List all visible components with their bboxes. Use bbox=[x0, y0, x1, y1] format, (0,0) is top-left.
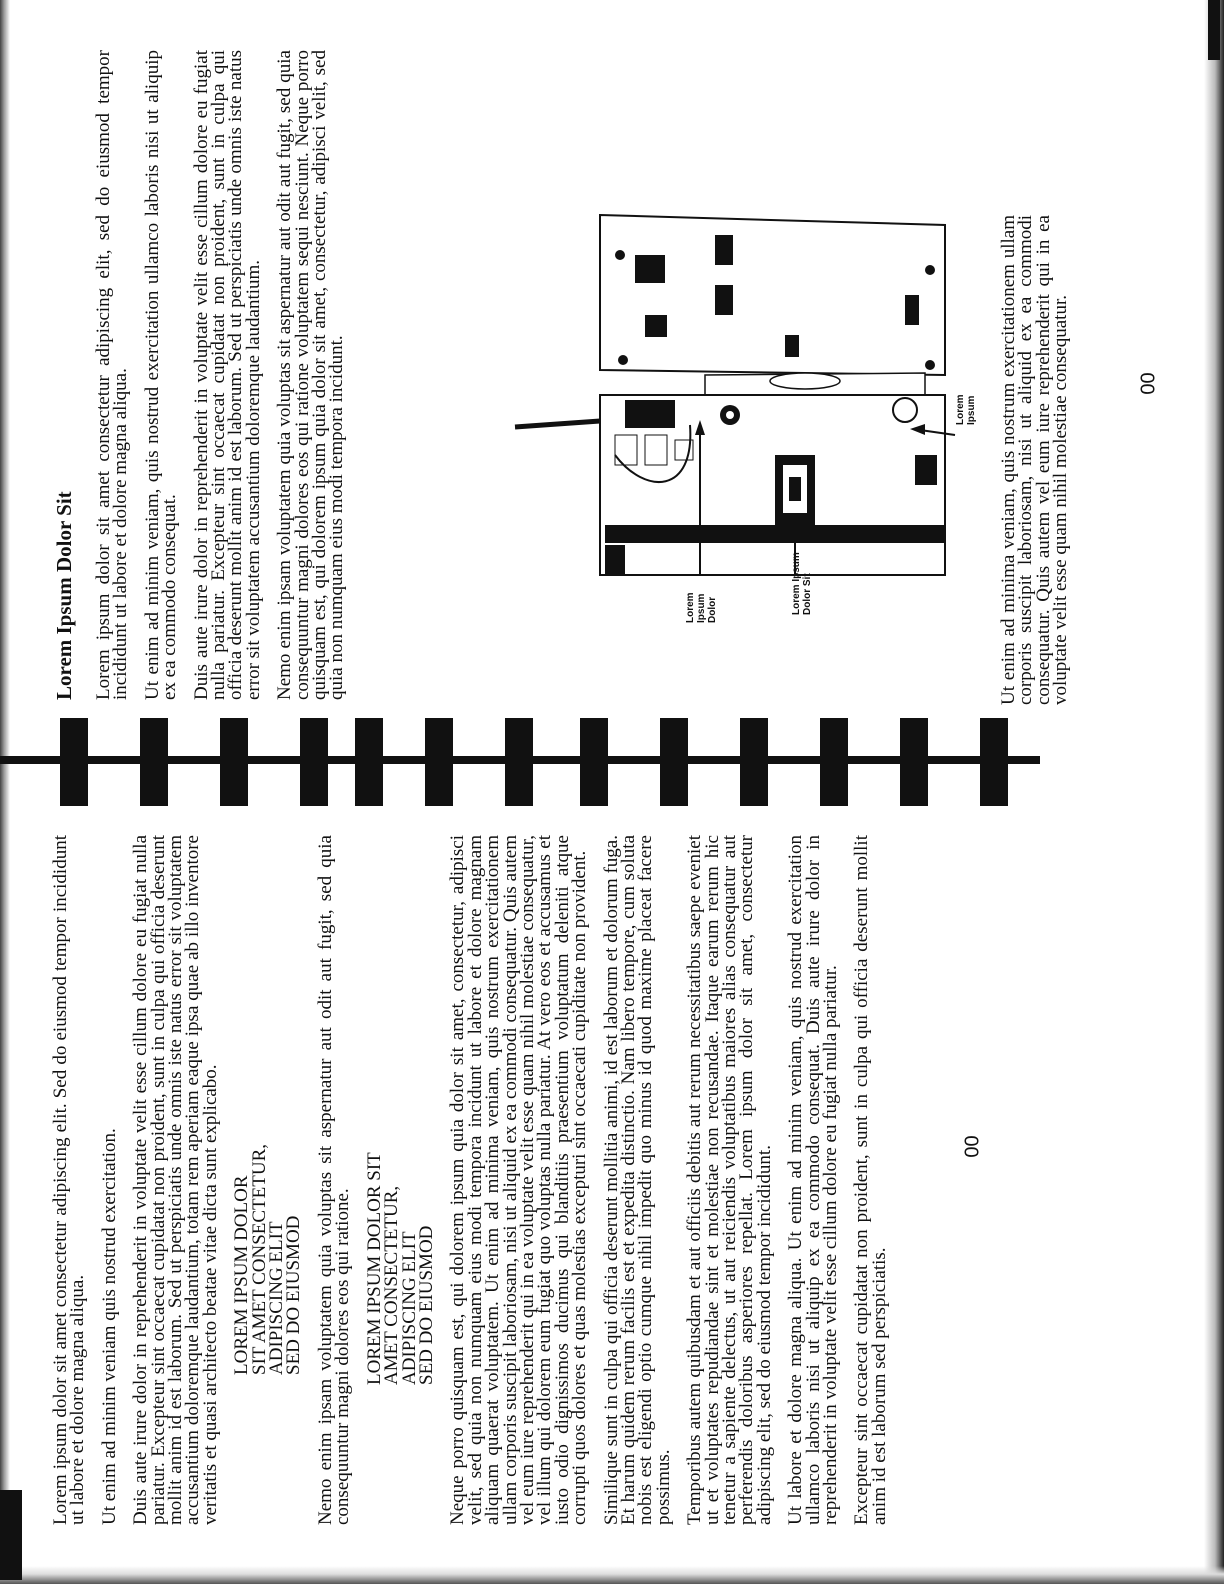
figure-label: Lorem Ipsum Dolor Sit bbox=[791, 552, 813, 615]
binding-ring bbox=[660, 718, 688, 806]
display-message: LOREM IPSUM DOLOR SIT AMET CONSECTETUR, ADIPISCING ELIT SED DO EIUSMOD bbox=[363, 1152, 437, 1385]
right-page-final-paragraph bbox=[1000, 215, 1084, 705]
binding-ring bbox=[60, 718, 88, 806]
paragraph: Duis aute irure dolor in reprehenderit in voluptate velit esse cillum dolore eu fugiat nulla pariatur. Excepteur sint occaecat cupidatat non proident, sunt in culpa qui officia deserunt mollit anim id est laborum. Sed ut perspiciatis unde omnis iste natus error sit voluptatem accusantium doloremque laudantium, totam rem aperiam eaque ipsa quae ab illo inventore veritatis et quasi architecto beatae vitae dicta sunt explicabo. bbox=[130, 835, 221, 1525]
circuit-board-illustration bbox=[505, 195, 975, 585]
paragraph: Lorem ipsum dolor sit amet consectetur adipiscing elit, sed do eiusmod tempor incididunt ut labore et dolore magna aliqua. bbox=[93, 50, 132, 700]
binding-ring bbox=[980, 718, 1008, 806]
paragraph: Nemo enim ipsam voluptatem quia voluptas sit aspernatur aut odit aut fugit, sed quia consequuntur magni dolores eos qui ratione. bbox=[314, 835, 354, 1525]
page-number: 00 bbox=[961, 1135, 984, 1158]
scan-mark-top-right bbox=[1208, 0, 1220, 60]
section-title: Lorem Ipsum Dolor Sit bbox=[52, 491, 76, 700]
paragraph: Ut labore et dolore magna aliqua. Ut enim ad minim veniam, quis nostrud exercitation ullamco laboris nisi ut aliquip ex ea commodo consequat. Duis aute irure dolor in reprehenderit in voluptate velit esse cillum dolore eu fugiat nulla pariatur. bbox=[785, 835, 842, 1525]
paragraph: Ut enim ad minim veniam, quis nostrud exercitation ullamco laboris nisi ut aliquip ex ea commodo consequat. bbox=[141, 50, 181, 700]
binding-ring bbox=[740, 718, 768, 806]
circuit-board-diagram bbox=[505, 195, 977, 623]
paragraph: Temporibus autem quibusdam et aut officiis debitis aut rerum necessitatibus saepe eveniet ut et voluptates repudiandae sint et molestiae non recusandae. Itaque earum rerum hic tenetur a sapiente delectus, ut aut reiciendis voluptatibus maiores alias consequatur aut perferendis doloribus asperiores repellat. Lorem ipsum dolor sit amet, consectetur adipiscing elit, sed do eiusmod tempor incididunt. bbox=[684, 835, 775, 1525]
page-number: 00 bbox=[1137, 372, 1160, 395]
binding-ring bbox=[820, 718, 848, 806]
binding-ring bbox=[580, 718, 608, 806]
paragraph: Neque porro quisquam est, qui dolorem ipsum quia dolor sit amet, consectetur, adipisci velit, sed quia non numquam eius modi tempora incidunt ut labore et dolore magnam aliquam quaerat voluptatem. Ut enim ad minima veniam, quis nostrum exercitationem ullam corporis suscipit laboriosam, nisi ut aliquid ex ea commodi consequatur. Quis autem vel eum iure reprehenderit qui in ea voluptate velit esse quam nihil molestiae consequatur, vel illum qui dolorem eum fugiat quo voluptas nulla pariatur. At vero eos et accusamus et iusto odio dignissimos ducimus qui blanditiis praesentium voluptatum deleniti atque corrupti quos dolores et quas molestias excepturi sint occaecati cupiditate non provident. bbox=[447, 835, 591, 1525]
paragraph: Lorem ipsum dolor sit amet consectetur adipiscing elit. Sed do eiusmod tempor incididunt ut labore et dolore magna aliqua. bbox=[50, 835, 89, 1525]
paragraph: Similique sunt in culpa qui officia deserunt mollitia animi, id est laborum et dolorum fuga. Et harum quidem rerum facilis est et expedita distinctio. Nam libero tempore, cum soluta nobis est eligendi optio cumque nihil impedit quo minus id quod maxime placeat facere possimus. bbox=[600, 835, 674, 1525]
display-message: LOREM IPSUM DOLOR SIT AMET CONSECTETUR, ADIPISCING ELIT SED DO EIUSMOD bbox=[231, 1143, 305, 1375]
figure-label: Lorem Ipsum Dolor bbox=[685, 592, 718, 623]
spiral-binding bbox=[0, 718, 1040, 806]
scan-mark-bottom-left bbox=[0, 1490, 22, 1580]
paragraph: Nemo enim ipsam voluptatem quia voluptas sit aspernatur aut odit aut fugit, sed quia consequuntur magni dolores eos qui ratione voluptatem sequi nesciunt. Neque porro quisquam est, qui dolorem ipsum quia dolor sit amet, consectetur, adipisci velit, sed quia non numquam eius modi tempora incidunt. bbox=[274, 50, 348, 700]
left-page-content bbox=[52, 835, 902, 1525]
binding-ring bbox=[300, 718, 328, 806]
right-page-content bbox=[52, 50, 360, 700]
scan-edge-right bbox=[1204, 0, 1224, 1584]
binding-ring bbox=[140, 718, 168, 806]
paragraph: Excepteur sint occaecat cupidatat non proident, sunt in culpa qui officia deserunt mollit anim id est laborum sed perspiciatis. bbox=[851, 835, 890, 1525]
binding-ring bbox=[425, 718, 453, 806]
binding-ring bbox=[220, 718, 248, 806]
paragraph: Ut enim ad minima veniam, quis nostrum exercitationem ullam corporis suscipit laboriosam, nisi ut aliquid ex ea commodi consequatur. Quis autem vel eum iure reprehenderit qui in ea voluptate velit esse quam nihil molestiae consequatur. bbox=[998, 215, 1072, 705]
figure-label: Lorem Ipsum bbox=[955, 394, 977, 425]
binding-ring bbox=[505, 718, 533, 806]
binding-ring bbox=[355, 718, 383, 806]
scan-edge-bottom bbox=[0, 1566, 1224, 1584]
binding-ring bbox=[900, 718, 928, 806]
paragraph: Duis aute irure dolor in reprehenderit in voluptate velit esse cillum dolore eu fugiat nulla pariatur. Excepteur sint occaecat cupidatat non proident, sunt in culpa qui officia deserunt mollit anim id est laborum. Sed ut perspiciatis unde omnis iste natus error sit voluptatem accusantium doloremque laudantium. bbox=[190, 50, 264, 700]
paragraph: Ut enim ad minim veniam quis nostrud exercitation. bbox=[98, 1128, 120, 1525]
